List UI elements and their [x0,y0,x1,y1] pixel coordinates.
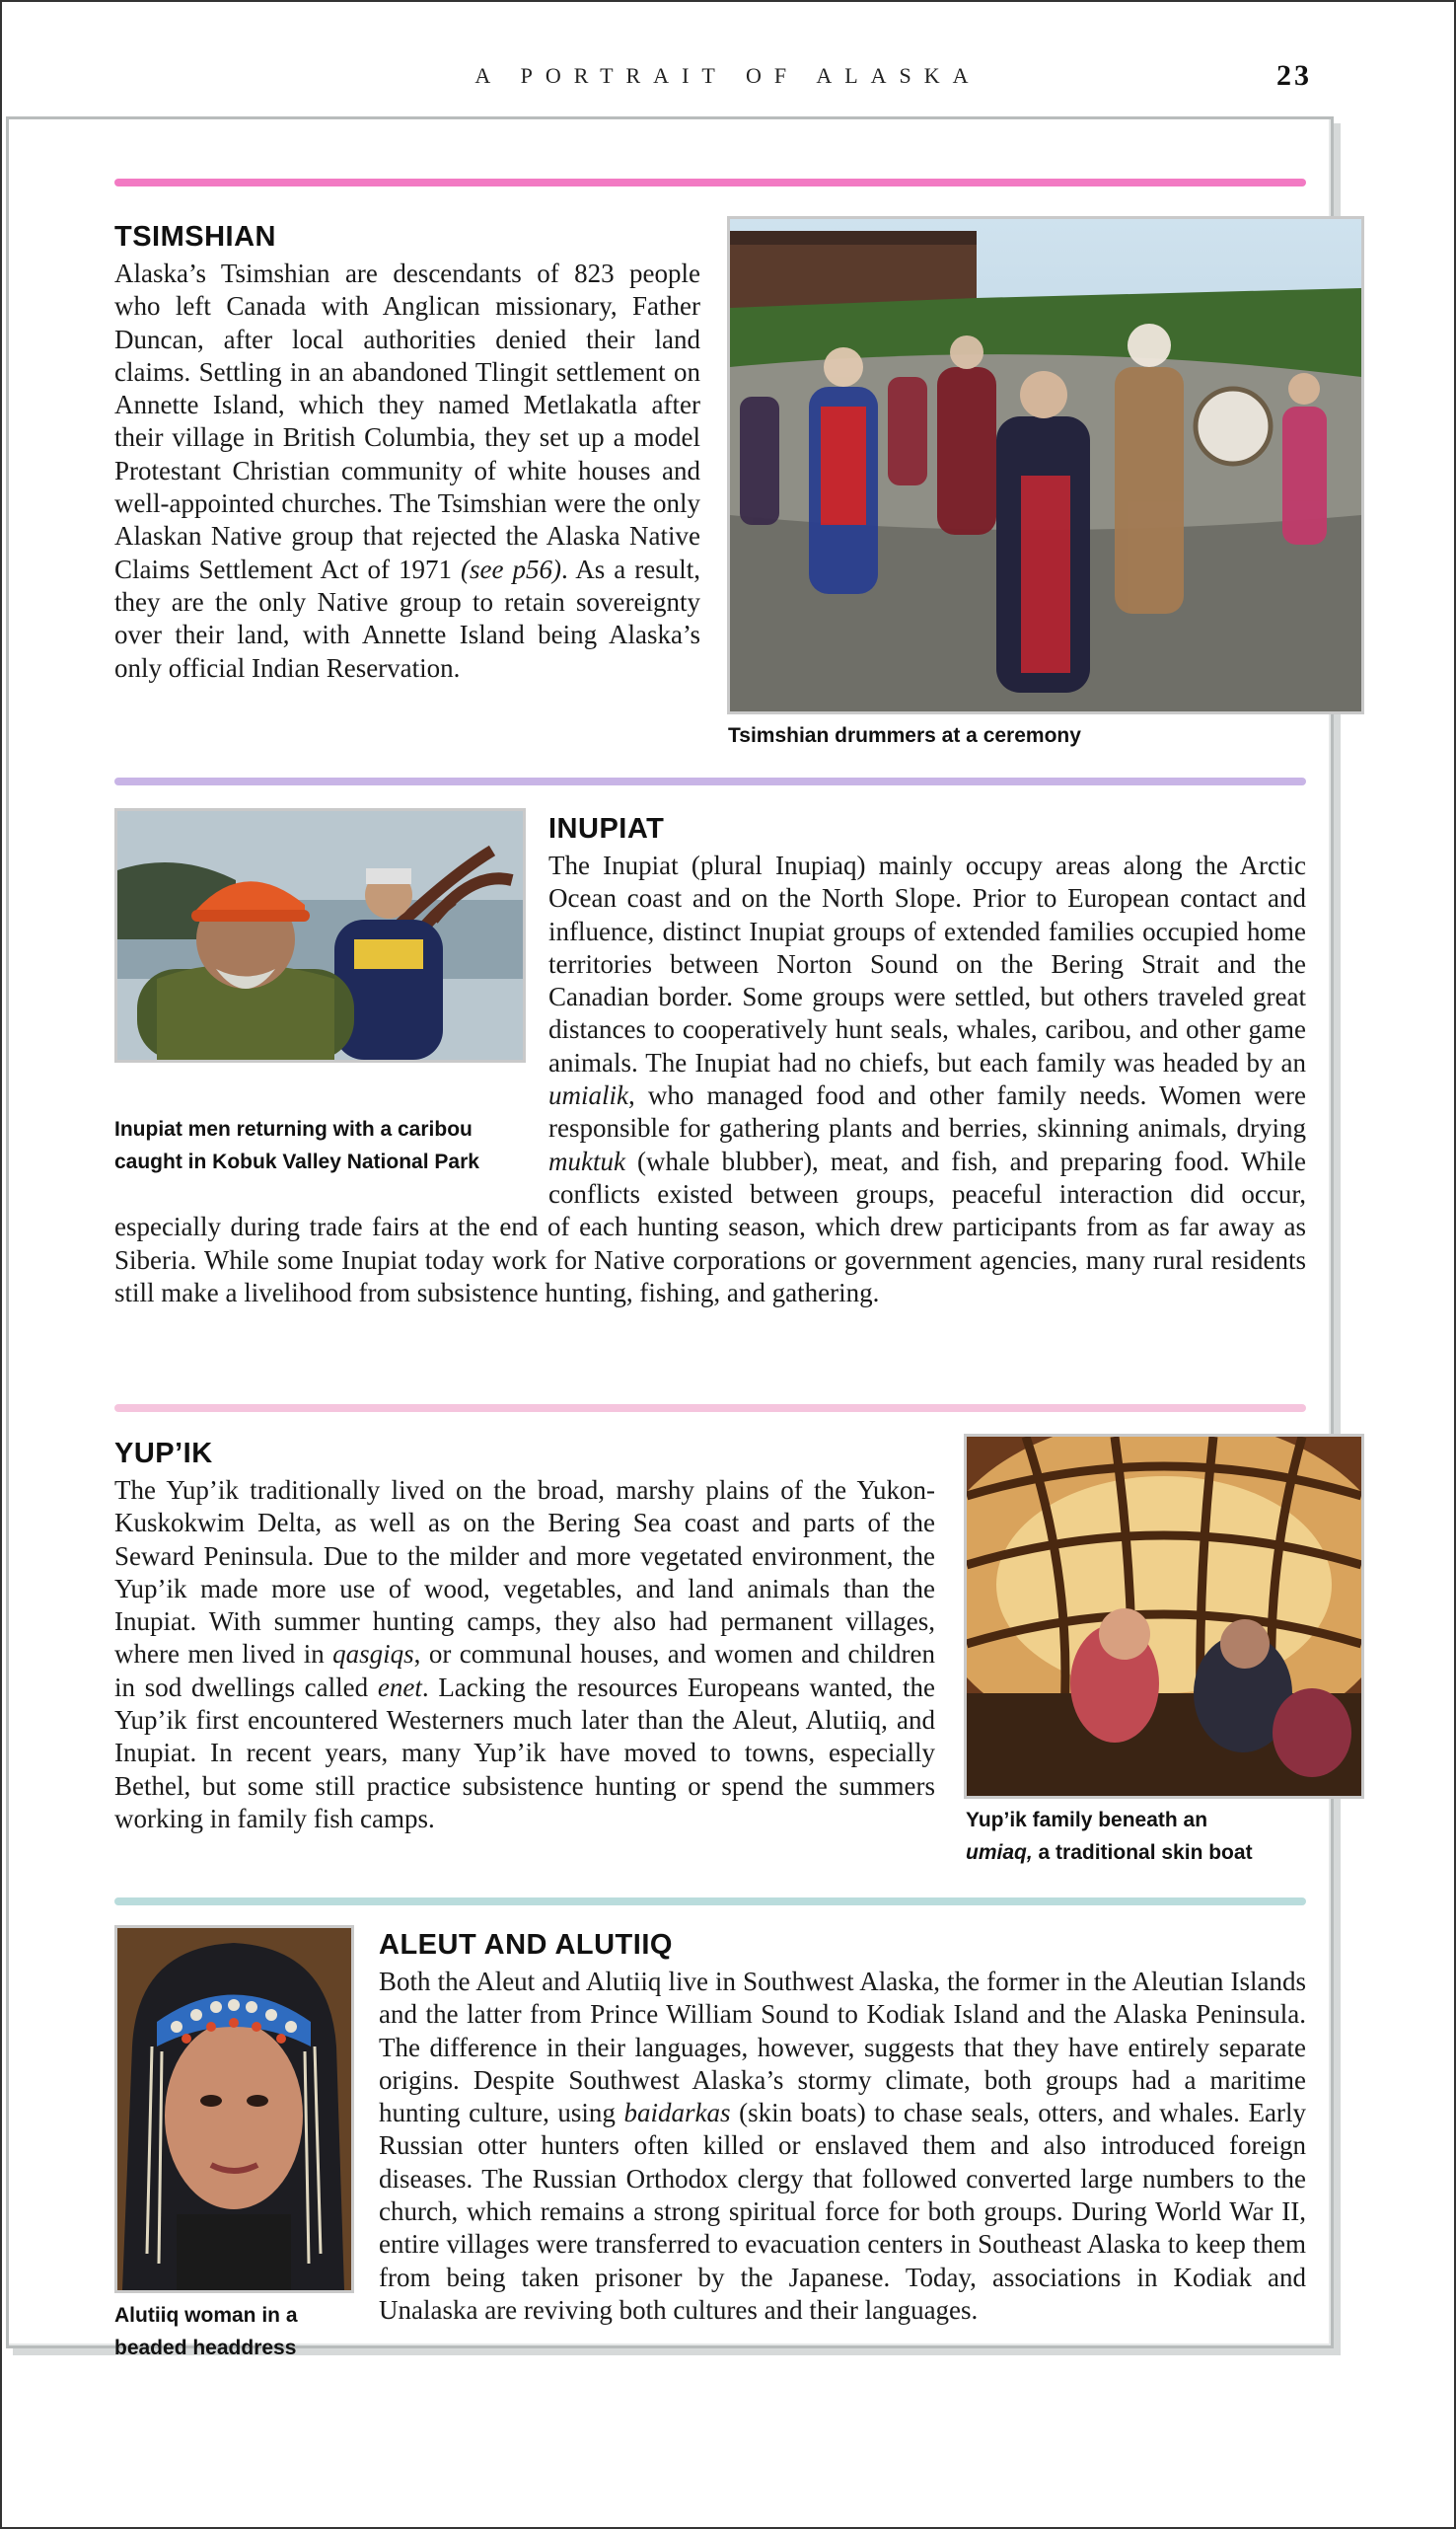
body-text-part: . As a result, they are the only Native group to retain sovereignty over their land, with Annette Island being Alaska’s only official Indian Reservation. [114,554,700,683]
photo-yupik-family [964,1434,1364,1799]
section-rule-aleut [114,1897,1306,1905]
body-text-part: , who managed food and other family needs. Women were responsible for gathering plants and berries, skinning animals, drying [548,1080,1306,1144]
body-text-part: (whale blubber), meat, and fish, and preparing food. While conflicts existed between groups, peaceful interaction did occur, especially during trade fairs at the end of each hunting season, which drew participants from as far away as Siberia. While some Inupiat today work for Native corporations or government agencies, many rural residents still make a livelihood from subsistence hunting, fishing, and gathering. [114,1146,1306,1307]
term-enet: enet [377,1672,422,1702]
body-text-part: Both the Aleut and Alutiiq live in Southwest Alaska, the former in the Aleutian Islands and the latter from Prince William Sound to Kodiak Island and the Alaska Peninsula. The difference in their languages, however, suggests that they have entirely separate origins. Despite Southwest Alaska’s stormy climate, both groups had a maritime hunting culture, using [379,1967,1306,2128]
section-rule-tsimshian [114,179,1306,186]
caption-term-umiaq: umiaq, [966,1841,1033,1864]
section-heading-yupik: YUP’IK [114,1438,213,1469]
body-text-part: The Yup’ik traditionally lived on the broad, marshy plains of the Yukon-Kuskokwim Delta, as well as on the Bering Sea coast and parts of the Seward Peninsula. Due to the milder and more vegetated environment, the Yup’ik made more use of wood, vegetables, and land animals than the Inupiat. With summer hunting camps, they also had permanent villages, where men lived in [114,1475,935,1670]
section-rule-inupiat [114,778,1306,785]
alutiiq-headdress-image [117,1928,351,2290]
section-body-aleut [379,1966,1306,2327]
term-muktuk: muktuk [548,1146,625,1176]
inupiat-text-wrap-spacer [114,850,548,1211]
caption-tsimshian: Tsimshian drummers at a ceremony [728,724,1081,747]
tsimshian-ceremony-image [730,219,1361,711]
caption-text-part: Yup’ik family beneath an [966,1809,1208,1831]
section-body-inupiat [114,850,1306,1309]
section-heading-tsimshian: TSIMSHIAN [114,221,276,253]
section-rule-yupik [114,1404,1306,1412]
term-umialik: umialik [548,1080,628,1111]
page-number: 23 [1276,59,1312,92]
page-reference: (see p56) [461,554,561,584]
caption-yupik [966,1804,1321,1869]
term-baidarkas: baidarkas [623,2098,731,2128]
body-text-part: The Inupiat (plural Inupiaq) mainly occupy areas along the Arctic Ocean coast and on the North Slope. Prior to European contact and influence, distinct Inupiat groups of extended families occupied home territories between Norton Sound on the Bering Strait and the Canadian border. Some groups were settled, but others traveled great distances to cooperatively hunt seals, whales, caribou, and other game animals. The Inupiat had no chiefs, but each family was headed by an [548,851,1306,1078]
caption-inupiat: Inupiat men returning with a caribou caught in Kobuk Valley National Park [114,1118,479,1173]
running-head: A PORTRAIT OF ALASKA [474,63,982,88]
caption-text-part: a traditional skin boat [1032,1841,1253,1864]
photo-tsimshian-drummers [727,216,1364,714]
yupik-umiaq-image [967,1437,1361,1796]
body-text-part: (skin boats) to chase seals, otters, and whales. Early Russian otter hunters often killed or enslaved them and also introduced foreign diseases. The Russian Orthodox clergy that followed converted large numbers to the church, which remains a strong spiritual force for both groups. During World War II, entire villages were transferred to evacuation centers in Southeast Alaska to keep them from being taken prisoner by the Japanese. Today, associations in Kodiak and Unalaska are reviving both cultures and their languages. [379,2098,1307,2325]
section-body-tsimshian [114,258,700,685]
term-qasgiqs: qasgiqs [332,1639,414,1670]
body-text-part: Alaska’s Tsimshian are descendants of 823 people who left Canada with Anglican missionary, Father Duncan, after local authorities denied their land claims. Settling in an abandoned Tlingit settlement on Annette Island, which they named Metlakatla after their village in British Columbia, they set up a model Protestant Christian community of white houses and well-appointed churches. The Tsimshian were the only Alaskan Native group that rejected the Alaska Native Claims Settlement Act of 1971 [114,259,700,584]
section-heading-aleut: ALEUT AND ALUTIIQ [379,1929,673,1961]
photo-alutiiq-woman [114,1925,354,2293]
section-body-yupik [114,1474,935,1835]
body-text-part: , or communal houses, and women and children in sod dwellings called [114,1639,935,1702]
section-heading-inupiat: INUPIAT [548,813,665,845]
caption-aleut: Alutiiq woman in a beaded headdress [114,2304,298,2359]
body-text-part: . Lacking the resources Europeans wanted, the Yup’ik first encountered Westerners much later than the Aleut, Alutiiq, and Inupiat. In recent years, many Yup’ik have moved to towns, especially Bethel, but some still practice subsistence hunting or spend the summers working in family fish camps. [114,1672,935,1833]
